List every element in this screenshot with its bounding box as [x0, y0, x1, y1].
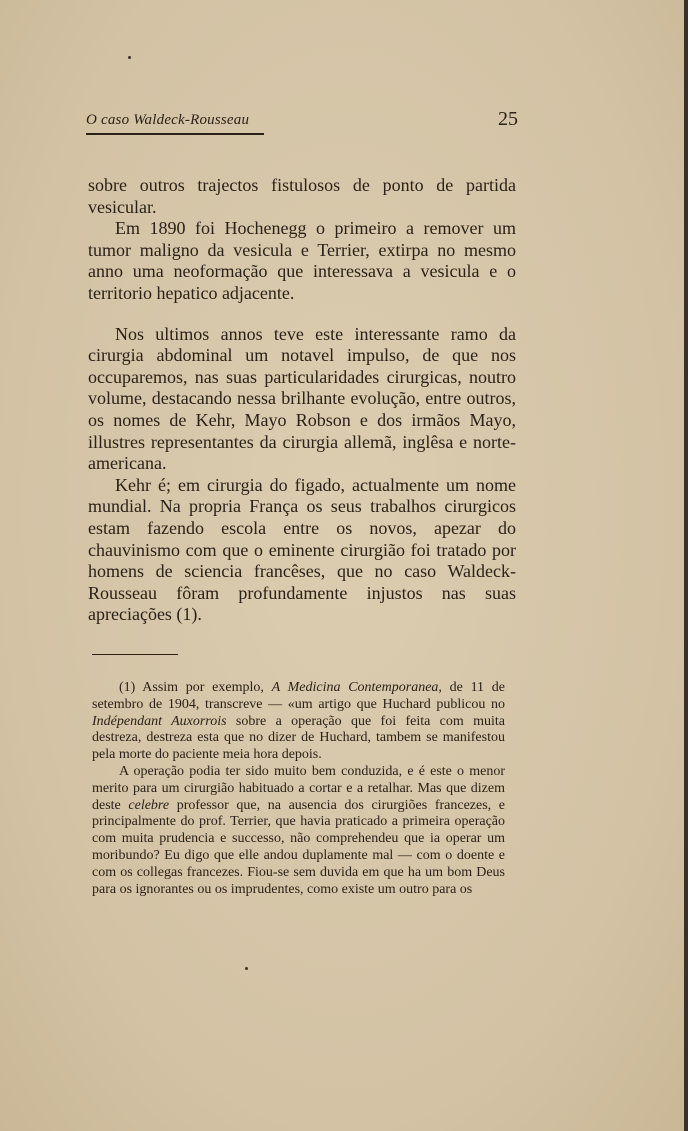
footnote-2-text-b: professor que, na ausencia dos cirurgiões francezes, e principalmente do prof. Terrier, que havia praticado a primeira operação com muita prudencia e successo, não comprehendeu que ia operar um moribundo? Eu digo que elle andou duplamente mal — com o doente e com os collegas francezes. Fiou-se sem duvida em que ha um bom Deus para os ignorantes ou os imprudentes, como existe um outro para os: [92, 797, 505, 897]
paragraph-4: Kehr é; em cirurgia do figado, actualmente um nome mundial. Na propria França os seus trabalhos cirurgicos estam fazendo escola entre os novos, apezar do chauvinismo com que o eminente cirurgião foi tratado por homens de sciencia francêses, que no caso Waldeck-Rousseau fôram profundamente injustos nas suas apreciações (1).: [88, 474, 516, 625]
footnote-1-text-c: sobre a operação que foi feita com muita destreza, destreza esta que no dizer de Huchard, tambem se manifestou pela morte do paciente meia hora depois.: [92, 713, 505, 763]
footnote-2-emphasis: celebre: [128, 797, 170, 813]
paper-speck: [128, 56, 131, 59]
paragraph-3: Nos ultimos annos teve este interessante ramo da cirurgia abdominal um notavel impulso, de que nos occuparemos, nas suas particularidades cirurgicas, noutro volume, destacando nessa brilhante evolução, entre outros, os nomes de Kehr, Mayo Robson e dos irmãos Mayo, illustres representantes da cirurgia allemã, inglêsa e norte-americana.: [88, 323, 516, 474]
paper-speck: [245, 967, 248, 970]
footnote-1-text-a: (1) Assim por exemplo,: [119, 680, 272, 695]
footnote-1-text-b: de 11 de setembro de 1904, transcreve — «um artigo que Huchard publicou no: [92, 680, 505, 712]
paragraph-2: Em 1890 foi Hochenegg o primeiro a remover um tumor maligno da vesicula e Terrier, extirpa no mesmo anno uma neoformação que interessava a vesicula e o territorio hepatico adjacente.: [88, 218, 516, 303]
page-edge: [684, 0, 688, 1131]
footnote-rule: [92, 654, 178, 655]
footnote-2-text-a: A operação podia ter sido muito bem conduzida, e é este o menor merito para um cirurgião habituado a cortar e a retalhar. Mas que dizem deste: [92, 763, 505, 813]
footnote-1-newspaper-title: Indépendant Auxorrois: [92, 713, 227, 729]
page-number: 25: [498, 108, 518, 130]
running-title: O caso Waldeck-Rousseau: [86, 112, 250, 128]
footnote-1: [92, 680, 505, 764]
paragraph-1: sobre outros trajectos fistulosos de ponto de partida vesicular.: [88, 175, 516, 217]
footnotes: [92, 680, 505, 898]
header-rule: [86, 133, 264, 135]
body-text: [88, 175, 516, 626]
footnote-2: [92, 764, 505, 898]
footnote-1-journal-title: A Medicina Contemporanea,: [271, 680, 442, 695]
page-header: [86, 108, 518, 136]
